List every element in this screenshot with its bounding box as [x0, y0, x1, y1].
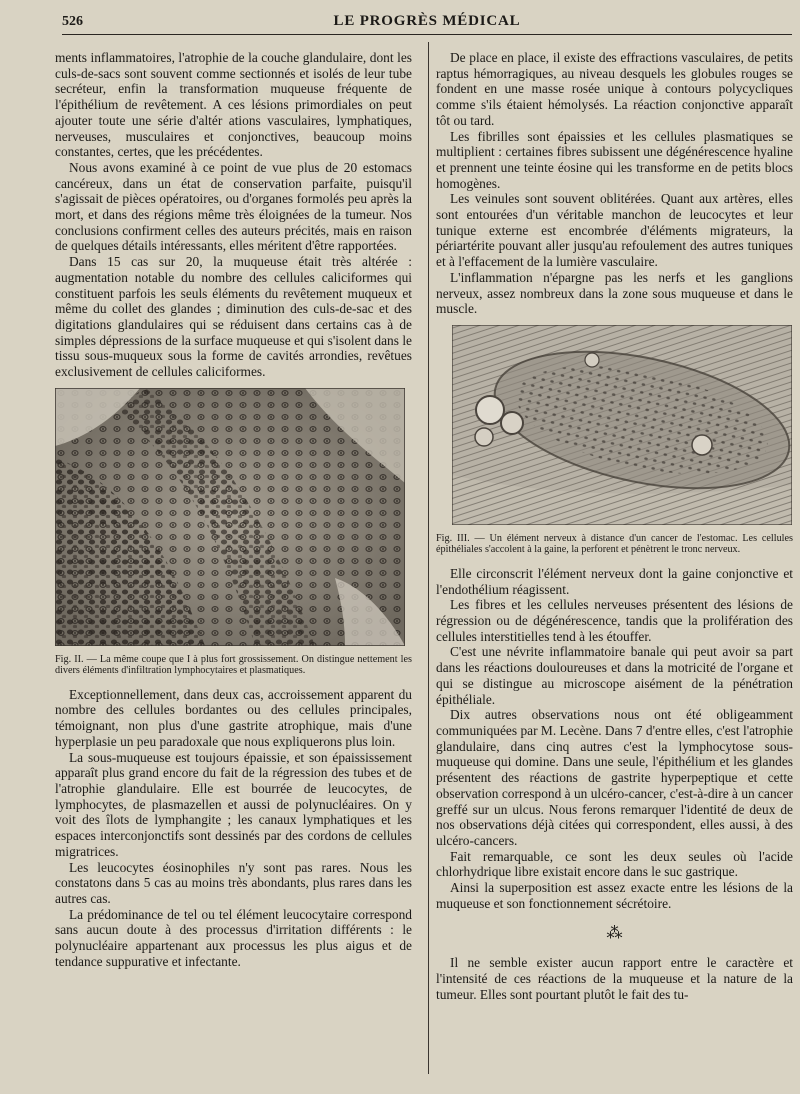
- paragraph: Fait remarquable, ce sont les deux seules où l'acide chlorhydrique libre existait encore dans le suc gastrique.: [436, 848, 793, 880]
- page-header: [62, 12, 792, 36]
- paragraph: La prédominance de tel ou tel élément leucocytaire correspond sans aucun doute à des processus d'irritation différents : le polynucléaire appartenant aux processus les plus aigus et de tendance suppurative et infectante.: [55, 906, 412, 969]
- figure-caption: Fig. II. — La même coupe que I à plus fort grossissement. On distingue nettement les divers éléments d'infiltration lymphocytaires et plasmatiques.: [55, 653, 412, 677]
- paragraph: Les fibrilles sont épaissies et les cellules plasmatiques se multiplient : certaines fibres subissent une dégénérescence hyaline et prennent une teinte éosine qui les transforme en de petits blocs homogènes.: [436, 128, 793, 191]
- figure-2: [55, 388, 412, 677]
- figure-caption: Fig. III. — Un élément nerveux à distance d'un cancer de l'estomac. Les cellules épithéliales s'accolent à la gaine, la perforent et pénètrent le tronc nerveux.: [436, 532, 793, 556]
- micrograph-figure-2: [55, 388, 405, 646]
- paragraph: Les fibres et les cellules nerveuses présentent des lésions de régression ou de dégénérescence, tandis que la prolifération des cellules interstitielles tend à les étouffer.: [436, 597, 793, 644]
- paragraph: Il ne semble exister aucun rapport entre le caractère et l'intensité de ces réactions de la muqueuse et la nature de la tumeur. Elles sont pourtant plutôt le fait des tu-: [436, 955, 793, 1002]
- paragraph: Exceptionnellement, dans deux cas, accroissement apparent du nombre des cellules bordantes ou des cellules principales, témoignant, non plus d'une gastrite atrophique, mais d'une hyperplasie un peu paradoxale que nous expliquerons plus loin.: [55, 686, 412, 749]
- figure-3: [436, 325, 793, 556]
- micrograph-figure-3: [452, 325, 792, 525]
- header-rule: [62, 34, 792, 35]
- paragraph: C'est une névrite inflammatoire banale qui peut avoir sa part dans les réactions douloureuses et dans la motricité de l'organe et qui se distingue au microscope aisément de la pénétration épithéliale.: [436, 644, 793, 707]
- paragraph: Dix autres observations nous ont été obligeamment communiquées par M. Lecène. Dans 7 d'entre elles, c'est l'atrophie glandulaire, dans cinq autres c'est la lymphocytose sous-muqueuse qui domine. Dans une seule, l'épithélium et les glandes présentent des réactions de gastrite hyperpeptique et cette observation correspond à un ulcéro-cancer, c'est-à-dire à un cancer greffé sur un ulcus. Nous ferons remarquer l'identité de deux de nos observations déjà citées qui correspondent, elles aussi, à des ulcéro-cancers.: [436, 707, 793, 848]
- section-asterism: ⁂: [606, 925, 623, 943]
- paragraph: Nous avons examiné à ce point de vue plus de 20 estomacs cancéreux, dans un état de conservation parfaite, puisqu'il s'agissait de pièces opératoires, ou d'organes formolés peu après la mort, et dans des régions même très éloignées de la tumeur. Nos conclusions confirment celles des auteurs précités, mais en raison de quelques détails intéressants, elles méritent d'être rapportées.: [55, 159, 412, 254]
- right-column: [436, 50, 793, 1003]
- paragraph: Ainsi la superposition est assez exacte entre les lésions de la muqueuse et son fonctionnement sécrétoire.: [436, 880, 793, 911]
- paragraph: Les leucocytes éosinophiles n'y sont pas rares. Nous les constatons dans 5 cas au moins très abondants, plus rares dans les autres cas.: [55, 859, 412, 906]
- paragraph: De place en place, il existe des effractions vasculaires, de petits raptus hémorragiques, au niveau desquels les globules rouges se fondent en une masse rosée unique à contours polycycliques comme s'ils étaient hémolysés. La réaction conjonctive apparaît tôt ou tard.: [436, 50, 793, 128]
- paragraph: ments inflammatoires, l'atrophie de la couche glandulaire, dont les culs-de-sacs sont souvent comme sectionnés et isolés de leur tube secréteur, enfin la transformation muqueuse fréquente de l'épithélium de revêtement. A ces lésions primordiales on peut ajouter toute une série d'altér ations vasculaires, lymphatiques, nerveuses, musculaires et conjonctives, beaucoup moins constantes, certes, que les précédentes.: [55, 50, 412, 160]
- paragraph: Elle circonscrit l'élément nerveux dont la gaine conjonctive et l'endothélium réagissent.: [436, 565, 793, 597]
- column-divider: [428, 42, 429, 1074]
- left-column: [55, 50, 412, 969]
- paragraph: Les veinules sont souvent oblitérées. Quant aux artères, elles sont entourées d'un véritable manchon de leucocytes et leur tunique externe est encombrée d'éléments migrateurs, la périartérite pouvant aller jusqu'au refoulement des autres tuniques et à l'effacement de la lumière vasculaire.: [436, 191, 793, 270]
- paragraph: L'inflammation n'épargne pas les nerfs et les ganglions nerveux, assez nombreux dans la zone sous muqueuse et dans le muscle.: [436, 269, 793, 317]
- page-number: 526: [62, 14, 83, 29]
- running-title: LE PROGRÈS MÉDICAL: [333, 13, 521, 29]
- paragraph: Dans 15 cas sur 20, la muqueuse était très altérée : augmentation notable du nombre des cellules caliciformes qui constituent parfois les seuls éléments du revêtement muqueux et même du collet des glandes ; diminution des culs-de-sac et des digitations glandulaires qui se réduisent dans certains cas à de simples dépressions de la surface muqueuse et qui s'isolent dans le tissu sous-muqueux sous la forme de cavités arrondies, revêtues exclusivement de cellules caliciformes.: [55, 254, 412, 380]
- paragraph: La sous-muqueuse est toujours épaissie, et son épaississement apparaît plus grand encore du fait de la régression des tubes et de l'atrophie glandulaire. Elle est bourrée de leucocytes, de lymphocytes, de plasmazellen et aussi de polynucléaires. On y voit des îlots de lymphangite ; les canaux lymphatiques et les espaces interconjonctifs sont dessinés par des cordons de cellules migratrices.: [55, 749, 412, 859]
